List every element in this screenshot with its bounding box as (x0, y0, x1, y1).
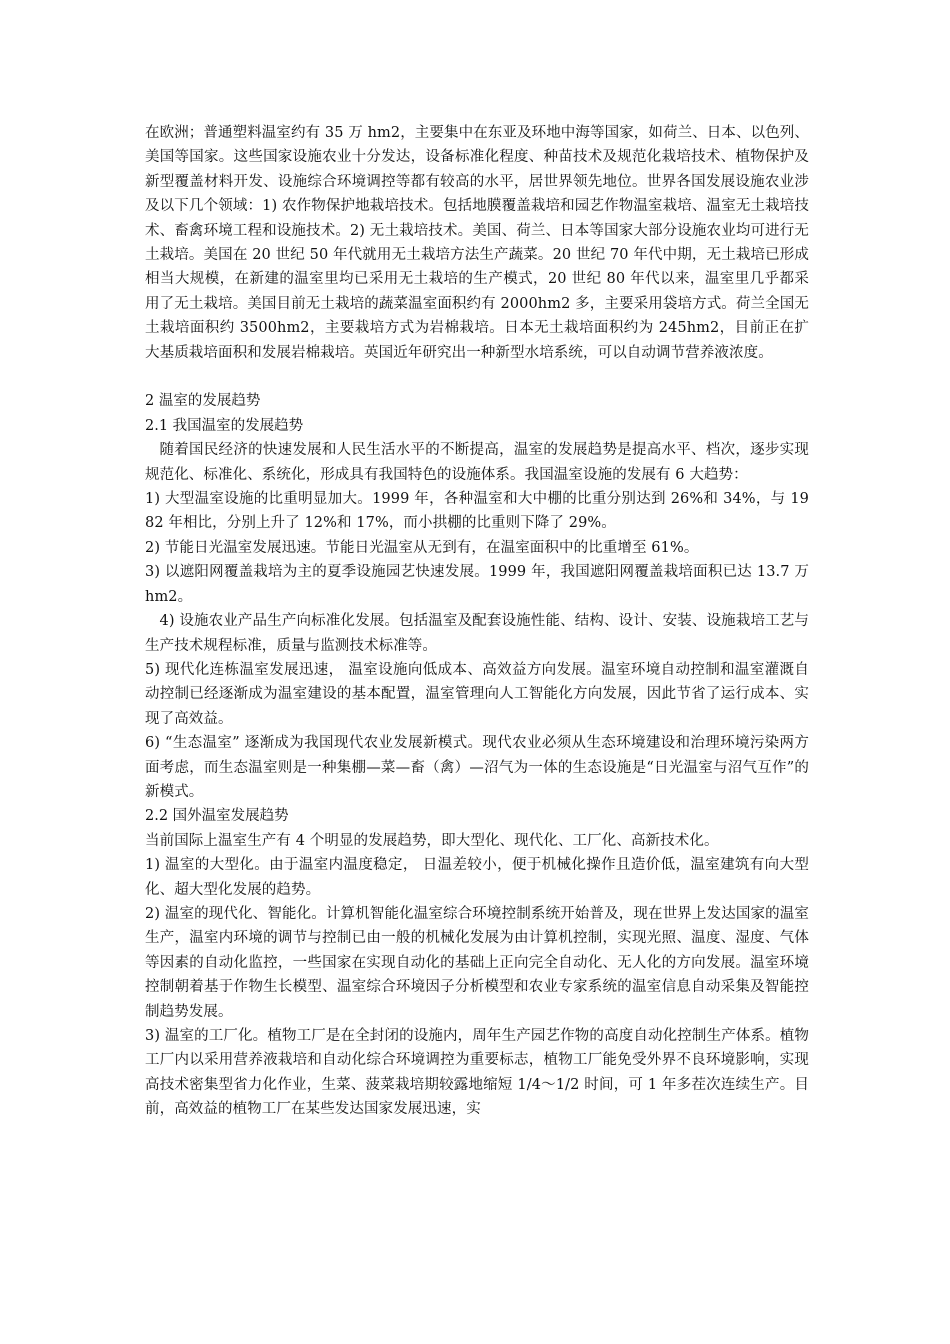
paragraph-intl-trend-3: 3) 温室的工厂化。植物工厂是在全封闭的设施内，周年生产园艺作物的高度自动化控制生产体系。植物工厂内以采用营养液栽培和自动化综合环境调控为重要标志，植物工厂能免受外界不良环境影响，实现高技术密集型省力化作业，生菜、菠菜栽培期较露地缩短 1/4～1/2 时间，可 1 年多茬次连续生产。目前，高效益的植物工厂在某些发达国家发展迅速，实 (145, 1028, 809, 1118)
subsection-heading-2-2: 2.2 国外温室发展趋势 (145, 808, 289, 825)
paragraph-europe-overview: 在欧洲；普通塑料温室约有 35 万 hm2，主要集中在东亚及环地中海等国家，如荷兰、日本、以色列、美国等国家。这些国家设施农业十分发达，设备标准化程度、种苗技术及规范化栽培技术、植物保护及新型覆盖材料开发、设施综合环境调控等都有较高的水平，居世界领先地位。世界各国发展设施农业涉及以下几个领域：1) 农作物保护地栽培技术。包括地膜覆盖栽培和园艺作物温室栽培、温室无土栽培技术、畜禽环境工程和设施技术。2) 无土栽培技术。美国、荷兰、日本等国家大部分设施农业均可进行无土栽培。美国在 20 世纪 50 年代就用无土栽培方法生产蔬菜。20 世纪 70 年代中期，无土栽培已形成相当大规模，在新建的温室里均已采用无土栽培的生产模式，20 世纪 80 年代以来，温室里几乎都采用了无土栽培。美国目前无土栽培的蔬菜温室面积约有 2000hm2 多，主要采用袋培方式。荷兰全国无土栽培面积约 3500hm2，主要栽培方式为岩棉栽培。日本无土栽培面积约为 245hm2，目前正在扩大基质栽培面积和发展岩棉栽培。英国近年研究出一种新型水培系统，可以自动调节营养液浓度。 (145, 125, 809, 361)
subsection-heading-2-1: 2.1 我国温室的发展趋势 (145, 417, 304, 434)
paragraph-intl-intro: 当前国际上温室生产有 4 个明显的发展趋势，即大型化、现代化、工厂化、高新技术化。 (145, 832, 719, 849)
paragraph-intl-trend-1: 1) 温室的大型化。由于温室内温度稳定， 日温差较小，便于机械化操作且造价低，温室建筑有向大型化、超大型化发展的趋势。 (145, 857, 809, 898)
paragraph-trend-4: 4) 设施农业产品生产向标准化发展。包括温室及配套设施性能、结构、设计、安装、设施栽培工艺与生产技术规程标准，质量与监测技术标准等。 (145, 613, 809, 654)
paragraph-china-intro: 随着国民经济的快速发展和人民生活水平的不断提高，温室的发展趋势是提高水平、档次，逐步实现规范化、标准化、系统化，形成具有我国特色的设施体系。我国温室设施的发展有 6 大趋势： (145, 442, 809, 483)
document-body (145, 121, 809, 1122)
paragraph-trend-3: 3) 以遮阳网覆盖栽培为主的夏季设施园艺快速发展。1999 年，我国遮阳网覆盖栽培面积已达 13.7 万 hm2。 (145, 564, 809, 605)
paragraph-trend-2: 2) 节能日光温室发展迅速。节能日光温室从无到有，在温室面积中的比重增至 61%。 (145, 539, 699, 556)
paragraph-trend-1: 1) 大型温室设施的比重明显加大。1999 年，各种温室和大中棚的比重分别达到 26%和 34%，与 1982 年相比，分别上升了 12%和 17%，而小拱棚的比重则下降了 29%。 (145, 491, 809, 532)
paragraph-intl-trend-2: 2) 温室的现代化、智能化。计算机智能化温室综合环境控制系统开始普及，现在世界上发达国家的温室生产，温室内环境的调节与控制已由一般的机械化发展为由计算机控制，实现光照、温度、湿度、气体等因素的自动化监控，一些国家在实现自动化的基础上正向完全自动化、无人化的方向发展。温室环境控制朝着基于作物生长模型、温室综合环境因子分析模型和农业专家系统的温室信息自动采集及智能控制趋势发展。 (145, 905, 809, 1020)
blank-line (145, 365, 809, 389)
paragraph-trend-6: 6) “生态温室” 逐渐成为我国现代农业发展新模式。现代农业必须从生态环境建设和治理环境污染两方面考虑，而生态温室则是一种集棚—菜—畜（禽）—沼气为一体的生态设施是“日光温室与沼气互作”的新模式。 (145, 735, 809, 800)
paragraph-trend-5: 5) 现代化连栋温室发展迅速， 温室设施向低成本、高效益方向发展。温室环境自动控制和温室灌溉自动控制已经逐渐成为温室建设的基本配置，温室管理向人工智能化方向发展，因此节省了运行成本、实现了高效益。 (145, 661, 809, 727)
section-heading-2: 2 温室的发展趋势 (145, 393, 261, 410)
